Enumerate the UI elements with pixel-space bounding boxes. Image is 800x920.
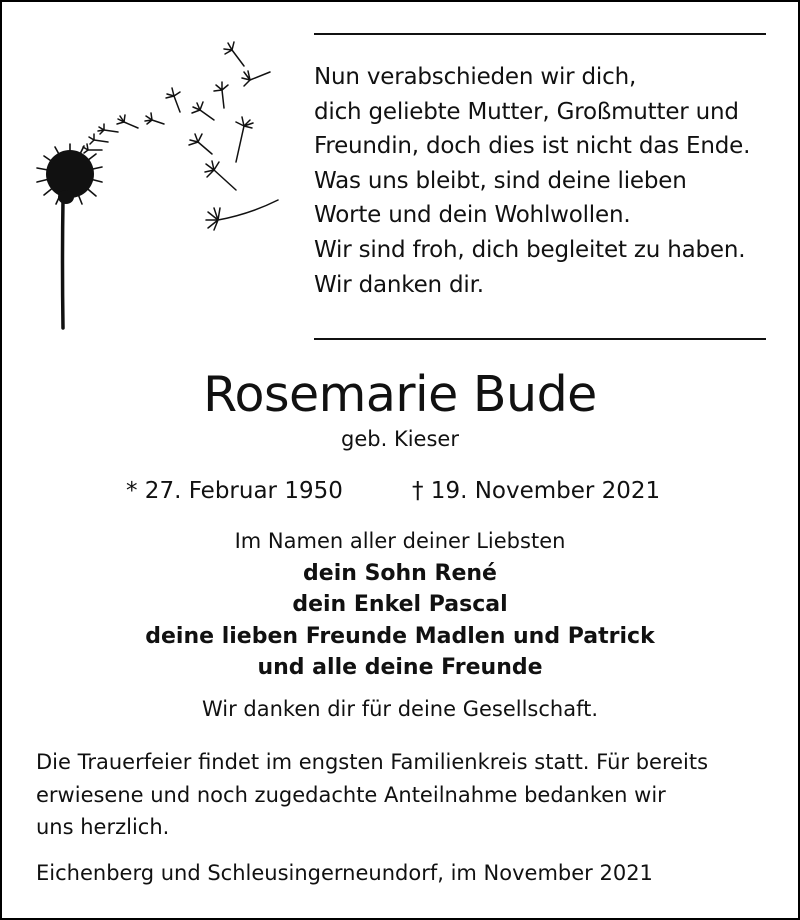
poem-line: Wir danken dir.	[314, 271, 484, 298]
family-intro: Im Namen aller deiner Liebsten	[234, 529, 566, 553]
mourner-line: dein Enkel Pascal	[292, 592, 508, 617]
mourner-line: deine lieben Freunde Madlen und Patrick	[145, 623, 655, 649]
poem-line: Worte und dein Wohlwollen.	[314, 202, 631, 229]
mourner-line: dein Sohn René	[303, 560, 497, 586]
poem-line: Wir sind froh, dich begleitet zu haben.	[314, 236, 746, 263]
mourner-line: und alle deine Freunde	[257, 655, 543, 680]
dandelion-icon	[22, 32, 292, 332]
poem-line: Freundin, doch dies ist nicht das Ende.	[314, 133, 751, 160]
ceremony-line: Die Trauerfeier findet im engsten Familienkreis statt. Für bereits	[36, 750, 709, 774]
family-block	[2, 526, 798, 684]
top-divider	[314, 33, 766, 35]
bottom-divider	[314, 338, 766, 340]
poem-line: Was uns bleibt, sind deine lieben	[314, 167, 687, 194]
ceremony-line: uns herzlich.	[36, 815, 170, 839]
farewell-poem	[314, 60, 784, 302]
ceremony-notice	[36, 746, 776, 844]
poem-line: Nun verabschieden wir dich,	[314, 64, 637, 90]
ceremony-line: erwiesene und noch zugedachte Anteilnahme bedanken wir	[36, 782, 666, 807]
poem-line: dich geliebte Mutter, Großmutter und	[314, 98, 739, 125]
birth-date: * 27. Februar 1950	[126, 478, 343, 504]
deceased-name: Rosemarie Bude	[203, 366, 597, 423]
maiden-name: geb. Kieser	[341, 427, 459, 451]
thanks-line: Wir danken dir für deine Gesellschaft.	[201, 697, 599, 721]
place-date-line: Eichenberg und Schleusingerneundorf, im November 2021	[36, 861, 653, 885]
death-date: † 19. November 2021	[412, 478, 661, 504]
